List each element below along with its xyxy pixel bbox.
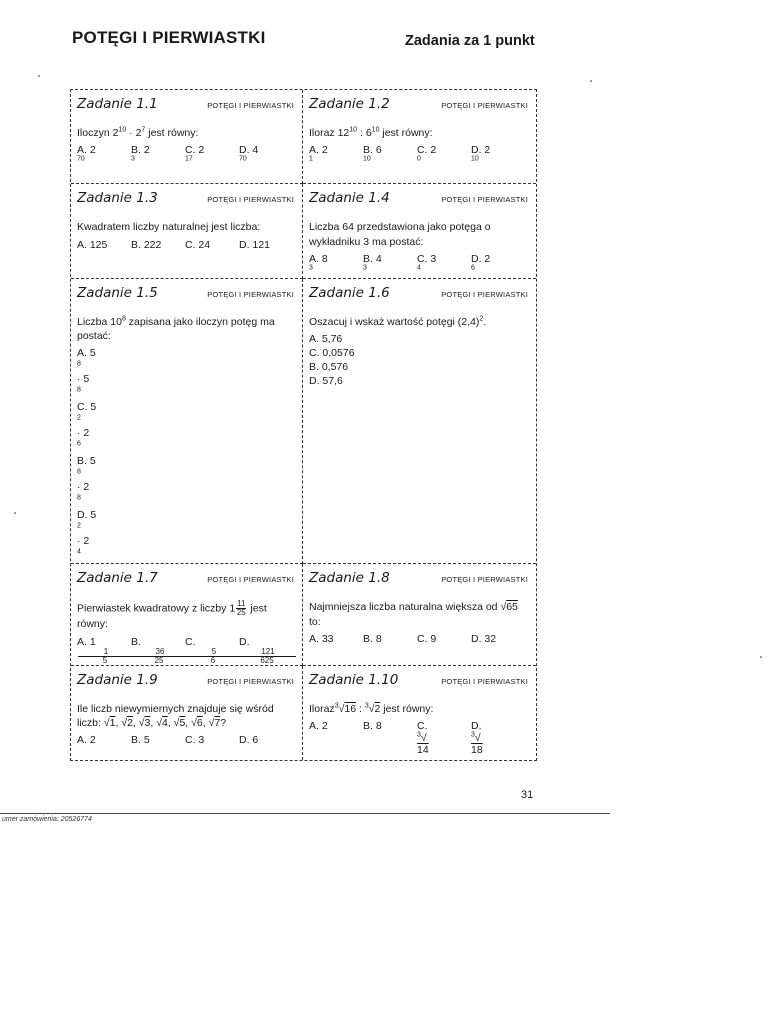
radicand: 5 <box>179 716 186 729</box>
answer-option: A. 5,76 <box>309 333 343 346</box>
answer-option <box>363 144 417 168</box>
task-category-tag: POTĘGI I PIERWIASTKI <box>207 289 294 299</box>
option-text: A. 5 <box>77 347 96 360</box>
exponent: 70 <box>77 155 85 163</box>
question-text: Pierwiastek kwadratowy z liczby <box>77 602 227 615</box>
question-text: . <box>483 315 487 328</box>
fraction-denominator: 25 <box>236 608 246 618</box>
square-root: √65 <box>500 601 518 614</box>
task-title: Zadanie 1.3 <box>77 190 158 207</box>
answer-option <box>363 253 417 277</box>
answer-options <box>309 720 528 756</box>
answer-option <box>131 636 185 665</box>
answer-option <box>185 144 239 168</box>
fraction-denominator: 6 <box>210 655 216 665</box>
fraction <box>186 648 240 665</box>
option-text: C. 2 <box>417 144 437 157</box>
task-question: Iloraz$^3$√16 : $^3$√2 jest równy: <box>309 702 434 715</box>
task-question <box>309 315 528 329</box>
answer-option <box>77 401 187 453</box>
fraction-numerator: 11 <box>237 599 246 609</box>
task-card <box>71 279 303 564</box>
answer-option: D. 57,6 <box>309 375 343 388</box>
answer-option <box>309 253 363 277</box>
exponent: 10 <box>471 155 479 163</box>
scan-speck <box>760 656 762 658</box>
answer-option: A. 2 <box>309 719 328 732</box>
question-text: jest równy: <box>145 127 199 139</box>
question-text: Iloraz 12 <box>309 127 350 139</box>
radicand: 2 <box>374 702 381 715</box>
answer-option: D. 121 <box>239 238 270 251</box>
answer-options <box>77 347 294 563</box>
task-header <box>309 570 528 586</box>
exponent: 2 <box>479 315 484 323</box>
option-text: A. 2 <box>309 144 328 157</box>
square-root: $^3$√2 <box>364 702 381 715</box>
answer-option: B. 222 <box>131 238 162 251</box>
option-text: D. 2 <box>471 252 491 265</box>
task-title: Zadanie 1.8 <box>309 570 390 587</box>
order-number: umer zamówienia: 20526774 <box>2 816 92 823</box>
radicand: 16 <box>344 702 357 715</box>
task-question <box>309 220 528 248</box>
scan-speck <box>38 75 40 77</box>
exponent: 2 <box>77 414 81 422</box>
question-text: Ile liczb niewymiernych znajduje się wśród liczb: <box>77 702 274 729</box>
footer-rule <box>0 813 610 814</box>
task-header <box>77 285 294 301</box>
square-root: √1 <box>103 716 116 729</box>
mixed-number-whole: 1 <box>229 602 236 615</box>
answer-options <box>309 253 528 277</box>
answer-option <box>471 144 525 168</box>
exponent: 3 <box>131 155 135 163</box>
question-text: jest równy: <box>77 602 267 631</box>
task-title: Zadanie 1.4 <box>309 190 390 207</box>
question-text: jest równy: <box>383 702 434 715</box>
question-text: Iloraz <box>309 702 335 715</box>
task-header <box>309 190 528 206</box>
task-question: Ile liczb niewymiernych znajduje się wśród liczb: √1, √2, √3, √4, √5, √6, √7? <box>77 702 274 729</box>
question-text: Najmniejsza liczba naturalna większa od <box>309 601 498 614</box>
question-text: Iloczyn 2 <box>77 127 119 139</box>
answer-options <box>77 144 294 168</box>
option-text: · 2 <box>77 535 90 548</box>
exponent: 17 <box>185 155 193 163</box>
answer-option <box>417 720 471 756</box>
answer-option: B. 5 <box>131 733 150 746</box>
answer-option <box>77 347 187 399</box>
radicand: 1 <box>109 716 116 729</box>
square-root: √4 <box>156 716 168 729</box>
exponent: 8 <box>77 494 81 502</box>
answer-option: C. 9 <box>417 632 437 645</box>
answer-option: C. 24 <box>185 238 211 251</box>
answer-option: D. 6 <box>239 733 259 746</box>
answer-option: A. 125 <box>77 238 108 251</box>
fraction-numerator: 121 <box>240 648 296 657</box>
exponent: 0 <box>417 155 421 163</box>
option-text: C. 2 <box>185 144 205 157</box>
exponent: 8 <box>121 315 126 323</box>
option-text: D. 5 <box>77 509 97 522</box>
task-card <box>303 184 536 279</box>
fraction-denominator: 5 <box>102 655 108 665</box>
answer-option: A. 2 <box>77 733 96 746</box>
option-text: A. 2 <box>77 144 96 157</box>
question-text: Kwadratem liczby naturalnej jest liczba: <box>77 221 261 234</box>
exponent: 4 <box>417 264 421 272</box>
exponent: 8 <box>77 468 81 476</box>
radicand: 14 <box>417 743 429 756</box>
task-title: Zadanie 1.5 <box>77 284 158 301</box>
root-index: 3 <box>471 731 475 739</box>
task-category-tag: POTĘGI I PIERWIASTKI <box>441 195 528 205</box>
task-card <box>303 564 536 665</box>
answer-option: B. 8 <box>363 632 382 645</box>
exponent: 3 <box>363 264 367 272</box>
task-category-tag: POTĘGI I PIERWIASTKI <box>441 676 528 686</box>
question-text: to: <box>309 615 321 628</box>
option-text: B. 2 <box>131 144 150 157</box>
page-header-title: POTĘGI I PIERWIASTKI <box>72 28 266 47</box>
answer-options <box>309 333 528 389</box>
fraction-numerator: 36 <box>132 648 188 657</box>
scan-speck <box>14 512 16 514</box>
answer-option <box>239 636 293 665</box>
fraction-denominator: 625 <box>260 655 274 665</box>
task-question <box>309 600 528 628</box>
task-question <box>77 126 294 140</box>
option-text: C. 5 <box>77 401 97 414</box>
page-number: 31 <box>521 789 534 801</box>
option-text: B. 6 <box>363 144 382 157</box>
exponent: 3 <box>309 264 313 272</box>
task-card <box>71 184 303 279</box>
radicand: 2 <box>127 716 133 729</box>
option-label: C. <box>417 719 428 732</box>
square-root: $^3$√14 <box>417 732 471 756</box>
task-title: Zadanie 1.9 <box>77 671 158 688</box>
task-category-tag: POTĘGI I PIERWIASTKI <box>441 101 528 110</box>
answer-option <box>471 253 525 277</box>
exponent: 2 <box>77 522 81 530</box>
question-text: : 6 <box>357 127 372 139</box>
task-category-tag: POTĘGI I PIERWIASTKI <box>441 289 528 299</box>
answer-option <box>131 144 185 168</box>
scan-speck <box>590 80 592 82</box>
task-question <box>77 600 294 631</box>
page-header-points: Zadania za 1 punkt <box>405 33 535 49</box>
option-label: C. <box>185 635 196 648</box>
question-text: Liczba 64 przedstawiona jako potęga o wykładniku 3 ma postać: <box>309 221 491 248</box>
answer-options <box>309 633 528 645</box>
task-category-tag: POTĘGI I PIERWIASTKI <box>207 676 294 686</box>
fraction <box>240 648 294 665</box>
task-title: Zadanie 1.10 <box>309 671 399 688</box>
answer-option: B. 0,576 <box>309 361 349 374</box>
task-question <box>77 220 294 234</box>
option-text: · 2 <box>77 427 90 440</box>
root-index: 3 <box>364 702 369 709</box>
square-root: √7 <box>208 716 221 729</box>
answer-options <box>77 734 294 746</box>
radicand: 18 <box>471 743 483 756</box>
task-title: Zadanie 1.7 <box>77 570 158 587</box>
task-category-tag: POTĘGI I PIERWIASTKI <box>441 575 528 585</box>
task-card <box>303 279 536 564</box>
answer-option: C. 0,0576 <box>309 347 355 360</box>
answer-option <box>309 144 363 168</box>
answer-option <box>77 144 131 168</box>
radicand: 3 <box>144 716 151 729</box>
fraction <box>236 600 246 617</box>
fraction <box>132 648 186 665</box>
answer-option <box>77 636 131 665</box>
answer-option <box>471 720 525 756</box>
answer-option <box>77 509 187 561</box>
answer-option: D. 32 <box>471 632 497 645</box>
exponent: 10 <box>118 126 127 134</box>
radicand: 65 <box>506 601 518 614</box>
square-root: √3 <box>138 716 151 729</box>
exponent: 6 <box>471 264 475 272</box>
option-text: · 2 <box>77 481 90 494</box>
square-root: $^3$√16 <box>334 702 357 715</box>
option-label: B. <box>131 635 141 648</box>
option-text: D. 4 <box>239 144 259 157</box>
task-title: Zadanie 1.2 <box>309 96 390 112</box>
task-header <box>77 672 294 688</box>
task-header <box>77 190 294 206</box>
option-text: B. 5 <box>77 455 96 468</box>
square-root: √2 <box>121 716 133 729</box>
task-title: Zadanie 1.6 <box>309 284 390 301</box>
answer-option: B. 8 <box>363 719 382 732</box>
square-root: $^3$√18 <box>471 732 525 756</box>
option-label: D. <box>239 635 250 648</box>
answer-options <box>77 636 294 665</box>
answer-options <box>309 144 528 168</box>
answer-option: C. 3 <box>185 733 205 746</box>
answer-option: A. 33 <box>309 632 334 645</box>
option-text: A. 8 <box>309 252 328 265</box>
answer-option <box>417 144 471 168</box>
exponent: 8 <box>77 360 81 368</box>
question-text: Liczba 10 <box>77 315 122 328</box>
task-card <box>71 564 303 665</box>
task-category-tag: POTĘGI I PIERWIASTKI <box>207 575 294 585</box>
square-root: √5 <box>173 716 186 729</box>
root-index: 3 <box>334 702 339 709</box>
fraction-denominator: 25 <box>154 655 164 665</box>
question-text: · 2 <box>126 127 142 139</box>
exponent: 8 <box>77 386 81 394</box>
fraction-numerator: 1 <box>78 648 134 657</box>
task-header <box>309 285 528 301</box>
task-card <box>71 666 303 760</box>
question-text: jest równy: <box>379 127 433 139</box>
task-question <box>77 315 294 343</box>
task-header <box>77 570 294 586</box>
task-header <box>77 96 294 112</box>
task-question <box>309 126 528 140</box>
square-root: √6 <box>191 716 203 729</box>
task-card <box>303 90 536 184</box>
fraction-numerator: 5 <box>186 648 242 657</box>
radicand: 4 <box>161 716 168 729</box>
task-category-tag: POTĘGI I PIERWIASTKI <box>207 195 294 205</box>
exponent: 6 <box>77 440 81 448</box>
exponent: 7 <box>141 126 146 134</box>
option-text: C. 3 <box>417 252 437 265</box>
root-index: 3 <box>417 731 421 739</box>
task-grid <box>70 89 537 761</box>
answer-options <box>77 239 294 251</box>
answer-option <box>77 455 187 507</box>
question-text: zapisana jako iloczyn potęg ma postać: <box>77 315 275 343</box>
exponent: 10 <box>371 126 380 134</box>
exponent: 70 <box>239 155 247 163</box>
option-text: · 5 <box>77 373 90 386</box>
answer-option <box>239 144 293 168</box>
radicand: 6 <box>196 716 203 729</box>
answer-option <box>417 253 471 277</box>
exponent: 10 <box>363 155 371 163</box>
option-text: D. 2 <box>471 144 491 157</box>
task-header <box>309 96 528 112</box>
task-card <box>303 666 536 760</box>
task-title: Zadanie 1.1 <box>77 96 158 112</box>
option-text: B. 4 <box>363 252 382 265</box>
exponent: 1 <box>309 155 313 163</box>
question-text: Oszacuj i wskaż wartość potęgi (2,4) <box>309 315 480 328</box>
exponent: 4 <box>77 548 81 556</box>
radicand: 7 <box>214 716 221 729</box>
task-header <box>309 672 528 688</box>
task-card <box>71 90 303 184</box>
option-label: D. <box>471 719 482 732</box>
option-label: A. 1 <box>77 635 96 648</box>
fraction <box>78 648 132 665</box>
task-category-tag: POTĘGI I PIERWIASTKI <box>207 101 294 110</box>
answer-option <box>185 636 239 665</box>
exponent: 10 <box>349 126 358 134</box>
